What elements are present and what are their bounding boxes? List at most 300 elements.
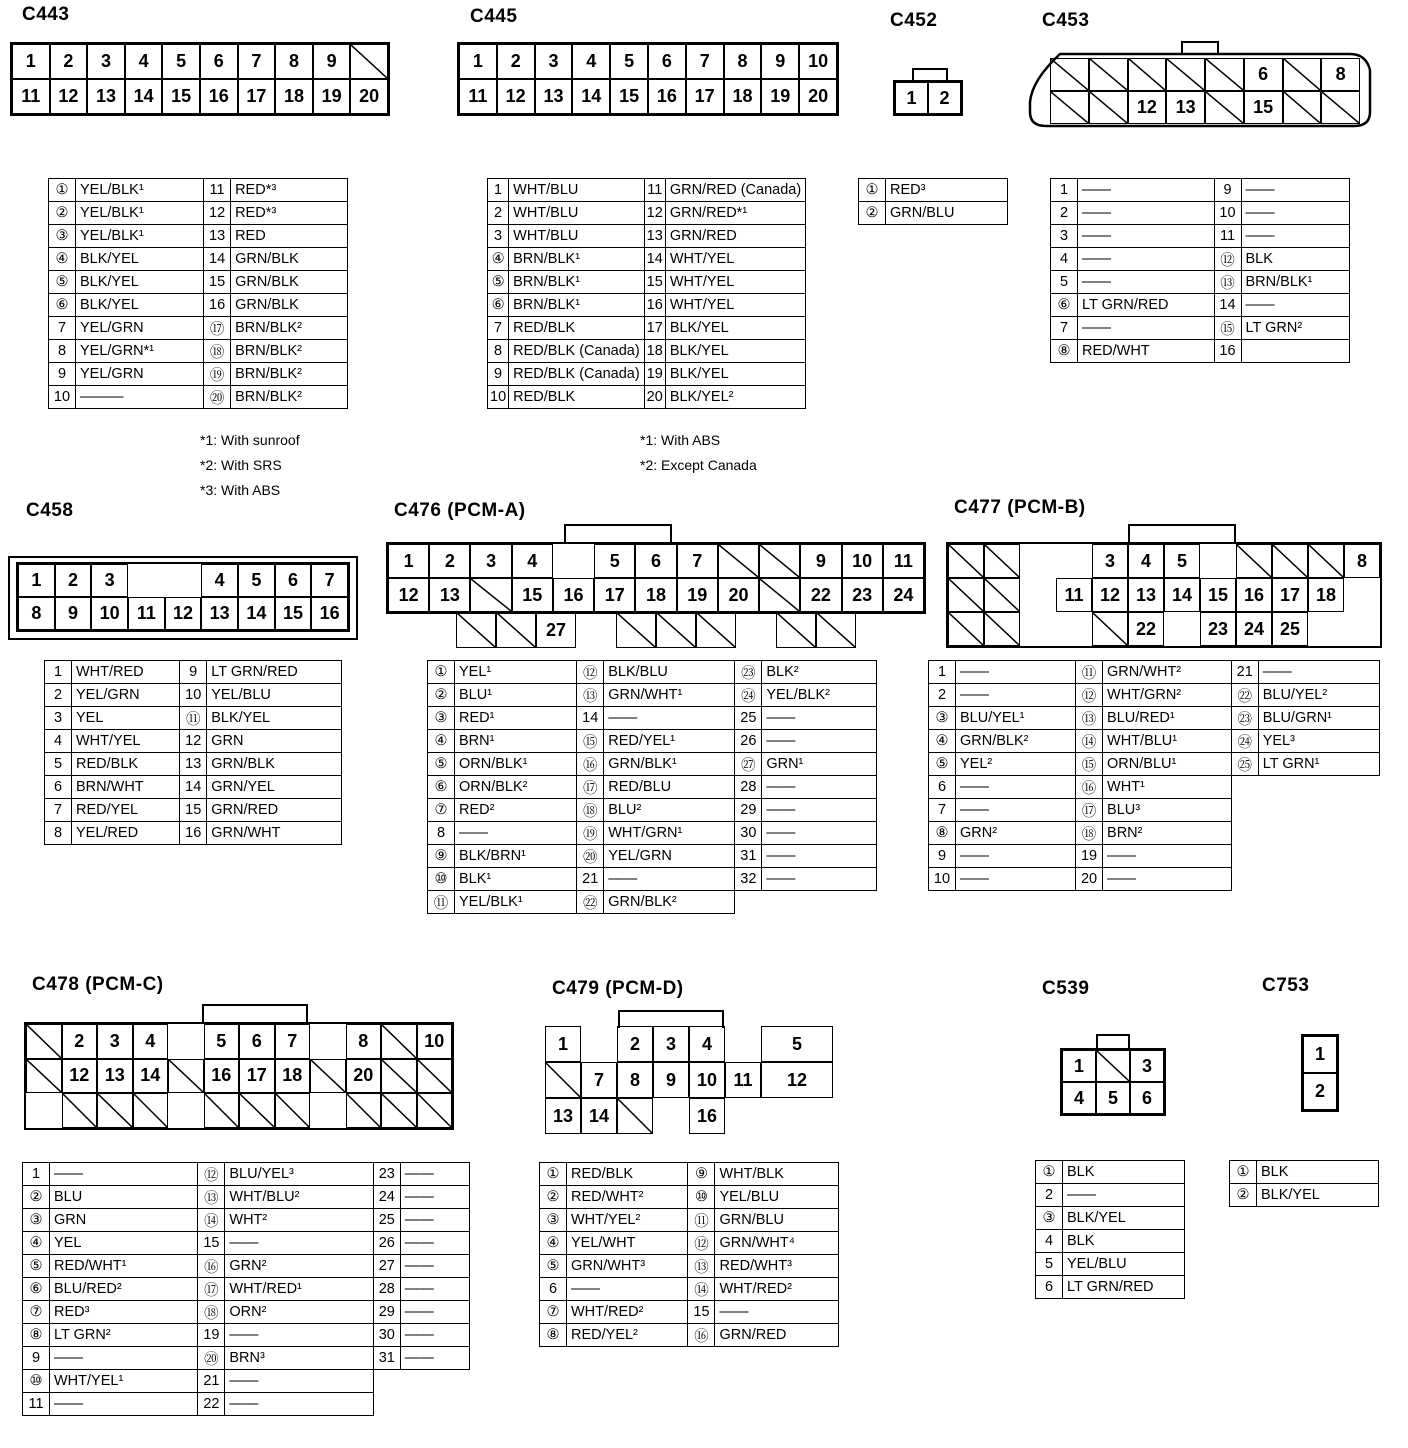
connector-pin-cell: 1 — [545, 1026, 581, 1062]
connector-gap — [1308, 612, 1344, 646]
connector-gap — [581, 1026, 617, 1062]
wire-color: —— — [400, 1255, 469, 1278]
connector-pin-cell: 2 — [1303, 1073, 1337, 1110]
pin-row — [540, 1163, 839, 1186]
connector-pin-cell: 24 — [883, 578, 924, 612]
c445-pin-table — [487, 178, 806, 409]
wire-color: WHT² — [225, 1209, 373, 1232]
connector-gap — [1164, 612, 1200, 646]
pin-row — [1051, 317, 1350, 340]
wire-color: —— — [225, 1324, 373, 1347]
wire-color: WHT/GRN¹ — [604, 822, 735, 845]
connector-pin-cell: 13 — [1166, 91, 1205, 124]
pin-number: 7 — [49, 317, 76, 340]
connector-gap — [168, 1093, 204, 1128]
connector-gap — [761, 1098, 797, 1134]
pin-number: ⑪ — [428, 891, 455, 914]
connector-pin-cell: 23 — [842, 578, 883, 612]
pin-row — [23, 1232, 470, 1255]
pin-row — [428, 799, 877, 822]
connector-pin-cell: 4 — [133, 1024, 169, 1059]
wire-color: RED/WHT³ — [715, 1255, 839, 1278]
pin-number: ⑳ — [577, 845, 604, 868]
connector-pin-cell: 6 — [1130, 1082, 1164, 1114]
wire-color: LT GRN/RED — [1078, 294, 1215, 317]
connector-pin-cell: 6 — [239, 1024, 275, 1059]
wire-color: BRN/BLK¹ — [509, 248, 645, 271]
pin-row — [45, 799, 342, 822]
wire-color: —— — [1078, 248, 1215, 271]
pin-row — [540, 1232, 839, 1255]
pin-number: 28 — [373, 1278, 400, 1301]
pin-number: 21 — [1231, 661, 1258, 684]
connector-pin-cell: 11 — [128, 597, 165, 630]
pin-row — [49, 179, 348, 202]
c479-title: C479 (PCM-D) — [552, 978, 684, 999]
pin-number: ① — [859, 179, 886, 202]
pin-row — [488, 271, 806, 294]
pin-number: ⑫ — [1214, 248, 1241, 271]
wire-color: GRN/BLK — [231, 248, 348, 271]
wire-color: BLK/YEL² — [665, 386, 805, 409]
pin-row — [929, 845, 1380, 868]
wire-color: RED/YEL² — [567, 1324, 688, 1347]
c539-connector — [1060, 1048, 1166, 1116]
wire-color: BLU/YEL¹ — [956, 707, 1076, 730]
pin-number: 8 — [49, 340, 76, 363]
pin-number: ⑦ — [428, 799, 455, 822]
wire-color: YEL/BLK¹ — [76, 202, 204, 225]
connector-gap — [725, 1098, 761, 1134]
connector-unused-cavity — [1092, 612, 1128, 646]
wire-color: BLK/BRN¹ — [455, 845, 577, 868]
wire-color: YEL/BLU — [1063, 1253, 1185, 1276]
connector-pin-cell: 14 — [133, 1059, 169, 1094]
connector-unused-cavity — [948, 544, 984, 578]
wire-color: —— — [762, 776, 877, 799]
wire-color: BRN/BLK² — [231, 363, 348, 386]
wire-color: RED*³ — [231, 202, 348, 225]
connector-gap — [1056, 544, 1092, 578]
connector-pin-cell: 12 — [388, 578, 429, 612]
connector-gap — [165, 564, 202, 597]
wire-color: RED/BLK — [567, 1163, 688, 1186]
pin-number: ② — [23, 1186, 50, 1209]
connector-unused-cavity — [26, 1024, 62, 1059]
pin-number — [735, 891, 762, 914]
connector-gap — [725, 1026, 761, 1062]
connector-pin-cell: 6 — [200, 44, 238, 79]
connector-pin-cell: 15 — [162, 79, 200, 114]
connector-gap — [1020, 612, 1056, 646]
connector-pin-cell: 7 — [581, 1062, 617, 1098]
c443-pin-table — [48, 178, 348, 409]
connector-pin-cell: 8 — [617, 1062, 653, 1098]
pin-number: 10 — [49, 386, 76, 409]
connector-pin-cell — [1089, 58, 1128, 91]
pin-number: 28 — [735, 776, 762, 799]
wire-color: GRN/RED — [715, 1324, 839, 1347]
pin-number: 6 — [1036, 1276, 1063, 1299]
connector-pin-cell: 20 — [718, 578, 759, 612]
pin-row — [428, 661, 877, 684]
wire-color: RED/BLU — [604, 776, 735, 799]
c753-title: C753 — [1262, 975, 1310, 996]
connector-pin-cell: 2 — [497, 44, 535, 79]
connector-pin-cell: 2 — [617, 1026, 653, 1062]
wire-color: BRN¹ — [455, 730, 577, 753]
connector-pin-cell: 10 — [91, 597, 128, 630]
pin-number: ⑪ — [180, 707, 207, 730]
pin-row — [1036, 1230, 1185, 1253]
wire-color: ORN/BLK² — [455, 776, 577, 799]
c476-latch — [564, 524, 672, 544]
pin-number: ⑲ — [204, 363, 231, 386]
pin-number: ⑯ — [577, 753, 604, 776]
wire-color: RED/BLK — [509, 386, 645, 409]
pin-number: ⑰ — [1076, 799, 1103, 822]
wire-color: —— — [1241, 225, 1350, 248]
connector-unused-cavity — [776, 612, 816, 648]
wire-color: GRN/WHT⁴ — [715, 1232, 839, 1255]
connector-pin-cell: 5 — [594, 544, 635, 578]
connector-pin-cell: 2 — [62, 1024, 98, 1059]
wire-color: —— — [400, 1232, 469, 1255]
connector-pin-cell: 1 — [1303, 1036, 1337, 1073]
connector-pin-cell: 3 — [97, 1024, 133, 1059]
pin-row — [1230, 1161, 1379, 1184]
connector-pin-cell: 8 — [1344, 544, 1380, 578]
c539-pin-table — [1035, 1160, 1185, 1299]
pin-number: 26 — [735, 730, 762, 753]
connector-pin-cell: 12 — [50, 79, 88, 114]
pin-row — [1230, 1184, 1379, 1207]
wire-color: —— — [604, 707, 735, 730]
pin-row — [488, 363, 806, 386]
connector-unused-cavity — [984, 612, 1020, 646]
wire-color: RED — [231, 225, 348, 248]
wire-color: GRN/RED — [207, 799, 342, 822]
connector-pin-cell — [1128, 58, 1167, 91]
pin-number: ⑤ — [23, 1255, 50, 1278]
pin-row — [540, 1324, 839, 1347]
pin-number: ⑱ — [577, 799, 604, 822]
connector-pin-cell: 13 — [1128, 578, 1164, 612]
pin-number: 11 — [644, 179, 665, 202]
pin-number: 22 — [198, 1393, 225, 1416]
pin-number: ⑬ — [198, 1186, 225, 1209]
wire-color: BLU¹ — [455, 684, 577, 707]
pin-number: 2 — [1051, 202, 1078, 225]
wire-color — [1258, 822, 1379, 845]
connector-pin-cell — [759, 578, 800, 612]
wire-color: WHT/RED² — [715, 1278, 839, 1301]
pin-number: ⑬ — [1214, 271, 1241, 294]
connector-pin-cell: 13 — [87, 79, 125, 114]
pin-row — [428, 891, 877, 914]
pin-row — [929, 730, 1380, 753]
pin-row — [428, 776, 877, 799]
c478-pin-table — [22, 1162, 470, 1416]
pin-number: 21 — [198, 1370, 225, 1393]
connector-unused-cavity — [696, 612, 736, 648]
pin-number: ⑩ — [23, 1370, 50, 1393]
wire-color: YEL/BLK¹ — [76, 179, 204, 202]
wire-color: WHT/YEL¹ — [50, 1370, 198, 1393]
connector-unused-cavity — [984, 544, 1020, 578]
wire-color: BLK¹ — [455, 868, 577, 891]
wire-color: LT GRN² — [1241, 317, 1350, 340]
connector-pin-cell — [1166, 58, 1205, 91]
connector-pin-cell — [470, 578, 511, 612]
pin-row — [23, 1301, 470, 1324]
pin-row — [23, 1163, 470, 1186]
connector-pin-cell: 3 — [87, 44, 125, 79]
pin-number: ④ — [929, 730, 956, 753]
wire-color: YEL/BLU — [207, 684, 342, 707]
pin-number: 9 — [1214, 179, 1241, 202]
wire-color: YEL — [50, 1232, 198, 1255]
c445-note-1: *1: With ABS — [640, 432, 721, 448]
wire-color: —— — [956, 799, 1076, 822]
connector-pin-cell: 15 — [275, 597, 312, 630]
wire-color: —— — [1078, 225, 1215, 248]
pin-row — [45, 822, 342, 845]
c445-connector — [457, 42, 839, 116]
pin-number: 7 — [488, 317, 509, 340]
pin-row — [45, 661, 342, 684]
connector-unused-cavity — [545, 1062, 581, 1098]
connector-gap — [310, 1024, 346, 1059]
wire-color: —— — [50, 1163, 198, 1186]
connector-pin-cell — [759, 544, 800, 578]
pin-number: ㉕ — [1231, 753, 1258, 776]
connector-pin-cell: 1 — [12, 44, 50, 79]
c478-connector — [24, 1022, 454, 1130]
c477-connector — [946, 542, 1382, 648]
pin-number: 31 — [735, 845, 762, 868]
wire-color: RED/BLK — [509, 317, 645, 340]
wire-color — [1258, 776, 1379, 799]
wire-color: —— — [567, 1278, 688, 1301]
pin-row — [23, 1255, 470, 1278]
connector-pin-cell: 1 — [459, 44, 497, 79]
pin-row — [428, 868, 877, 891]
wire-color: —— — [1103, 845, 1232, 868]
connector-pin-cell: 17 — [594, 578, 635, 612]
pin-row — [23, 1324, 470, 1347]
c452-connector — [893, 80, 963, 116]
wire-color: WHT/BLU¹ — [1103, 730, 1232, 753]
wire-color: BLU/GRN¹ — [1258, 707, 1379, 730]
wire-color: —— — [956, 684, 1076, 707]
pin-number: 4 — [1036, 1230, 1063, 1253]
connector-unused-cavity — [168, 1059, 204, 1094]
pin-number — [1231, 822, 1258, 845]
connector-unused-cavity — [204, 1093, 240, 1128]
pin-number — [1231, 776, 1258, 799]
wire-color: BLU/YEL² — [1258, 684, 1379, 707]
connector-pin-cell: 13 — [429, 578, 470, 612]
wire-color: WHT/BLK — [715, 1163, 839, 1186]
wire-color: RED/BLK — [72, 753, 180, 776]
wire-color: —— — [1258, 661, 1379, 684]
connector-pin-cell: 15 — [512, 578, 553, 612]
wire-color: BRN/BLK¹ — [509, 271, 645, 294]
connector-gap — [553, 544, 594, 578]
connector-pin-cell: 5 — [1096, 1082, 1130, 1114]
pin-row — [488, 179, 806, 202]
pin-row — [23, 1370, 470, 1393]
pin-number: ⑬ — [1076, 707, 1103, 730]
connector-pin-cell: 1 — [18, 564, 55, 597]
connector-pin-cell: 20 — [346, 1059, 382, 1094]
wire-color: GRN/BLK² — [604, 891, 735, 914]
pin-number: ④ — [23, 1232, 50, 1255]
pin-number: 32 — [735, 868, 762, 891]
wire-color: BLK — [1257, 1161, 1379, 1184]
pin-number: ⑤ — [488, 271, 509, 294]
wire-color: BRN³ — [225, 1347, 373, 1370]
connector-pin-cell: 19 — [677, 578, 718, 612]
wire-color: WHT/GRN² — [1103, 684, 1232, 707]
pin-number: ⑮ — [1214, 317, 1241, 340]
connector-pin-cell: 18 — [1308, 578, 1344, 612]
connector-unused-cavity — [310, 1059, 346, 1094]
connector-pin-cell: 15 — [1200, 578, 1236, 612]
pin-row — [929, 661, 1380, 684]
pin-number: 12 — [644, 202, 665, 225]
pin-number — [373, 1393, 400, 1416]
wire-color: LT GRN/RED — [1063, 1276, 1185, 1299]
pin-number: ② — [428, 684, 455, 707]
wire-color: WHT/RED¹ — [225, 1278, 373, 1301]
connector-pin-cell: 8 — [724, 44, 762, 79]
connector-unused-cavity — [381, 1059, 417, 1094]
pin-number: 2 — [488, 202, 509, 225]
connector-pin-cell: 15 — [1244, 91, 1283, 124]
pin-number: ⑳ — [198, 1347, 225, 1370]
c479-pin-table — [539, 1162, 839, 1347]
pin-number: 14 — [1214, 294, 1241, 317]
connector-pin-cell: 4 — [201, 564, 238, 597]
connector-pin-cell: 11 — [883, 544, 924, 578]
wire-color: YEL/BLK² — [762, 684, 877, 707]
c453-title: C453 — [1042, 10, 1090, 31]
pin-number: 11 — [23, 1393, 50, 1416]
connector-pin-cell: 14 — [572, 79, 610, 114]
c478-title: C478 (PCM-C) — [32, 974, 164, 995]
pin-number — [1231, 845, 1258, 868]
wire-color: —— — [400, 1163, 469, 1186]
pin-number: ㉔ — [1231, 730, 1258, 753]
wire-color: —— — [1241, 294, 1350, 317]
pin-number: 20 — [644, 386, 665, 409]
connector-pin-cell: 3 — [535, 44, 573, 79]
wire-color: YEL/BLK¹ — [455, 891, 577, 914]
pin-row — [49, 363, 348, 386]
connector-pin-cell: 19 — [313, 79, 351, 114]
pin-number: ⑫ — [1076, 684, 1103, 707]
pin-number: 30 — [735, 822, 762, 845]
wire-color: YEL/GRN — [604, 845, 735, 868]
wire-color: BRN/WHT — [72, 776, 180, 799]
wire-color: —— — [762, 799, 877, 822]
connector-unused-cavity — [1308, 544, 1344, 578]
pin-row — [49, 202, 348, 225]
connector-pin-cell: 3 — [1092, 544, 1128, 578]
pin-row — [1051, 294, 1350, 317]
wire-color: —— — [225, 1232, 373, 1255]
pin-number — [1231, 799, 1258, 822]
wire-color: GRN — [50, 1209, 198, 1232]
pin-number: 9 — [488, 363, 509, 386]
pin-number: 1 — [23, 1163, 50, 1186]
connector-pin-cell — [1283, 58, 1322, 91]
connector-pin-cell: 5 — [1164, 544, 1200, 578]
connector-pin-cell: 17 — [238, 79, 276, 114]
connector-pin-cell: 23 — [1200, 612, 1236, 646]
pin-number: ⑥ — [1051, 294, 1078, 317]
wire-color: —— — [1241, 202, 1350, 225]
pin-number: ⑮ — [577, 730, 604, 753]
wire-color: BLK/YEL — [665, 317, 805, 340]
pin-row — [929, 868, 1380, 891]
pin-number: ⑨ — [688, 1163, 715, 1186]
wire-color: BLK — [1063, 1161, 1185, 1184]
connector-pin-cell: 4 — [1062, 1082, 1096, 1114]
pin-number — [1231, 868, 1258, 891]
pin-number: 12 — [204, 202, 231, 225]
wire-color: RED/WHT² — [567, 1186, 688, 1209]
wire-color: —— — [50, 1393, 198, 1416]
wire-color — [1258, 845, 1379, 868]
pin-row — [428, 684, 877, 707]
c443-note-2: *2: With SRS — [200, 457, 282, 473]
connector-pin-cell: 16 — [311, 597, 348, 630]
pin-number: 14 — [204, 248, 231, 271]
pin-number: ③ — [1036, 1207, 1063, 1230]
pin-number: ⑪ — [1076, 661, 1103, 684]
wire-color: RED² — [455, 799, 577, 822]
pin-row — [428, 707, 877, 730]
pin-number: 20 — [1076, 868, 1103, 891]
pin-number: ② — [49, 202, 76, 225]
wire-color: BLK — [1063, 1230, 1185, 1253]
wire-color: GRN/WHT² — [1103, 661, 1232, 684]
pin-number: ③ — [49, 225, 76, 248]
wire-color: GRN/BLU — [715, 1209, 839, 1232]
connector-gap — [310, 1093, 346, 1128]
pin-number: 18 — [644, 340, 665, 363]
connector-pin-cell: 22 — [800, 578, 841, 612]
connector-pin-cell: 3 — [653, 1026, 689, 1062]
connector-pin-cell: 16 — [689, 1098, 725, 1134]
pin-number: 13 — [180, 753, 207, 776]
pin-number: 24 — [373, 1186, 400, 1209]
connector-unused-cavity — [417, 1093, 453, 1128]
wire-color: BLK/YEL — [665, 363, 805, 386]
wire-color: GRN/YEL — [207, 776, 342, 799]
wire-color: BLU³ — [1103, 799, 1232, 822]
pin-number: 29 — [735, 799, 762, 822]
pin-number: ④ — [428, 730, 455, 753]
pin-row — [45, 684, 342, 707]
pin-number: ㉓ — [1231, 707, 1258, 730]
wire-color: GRN/BLK — [231, 294, 348, 317]
pin-row — [540, 1186, 839, 1209]
wire-color — [400, 1370, 469, 1393]
